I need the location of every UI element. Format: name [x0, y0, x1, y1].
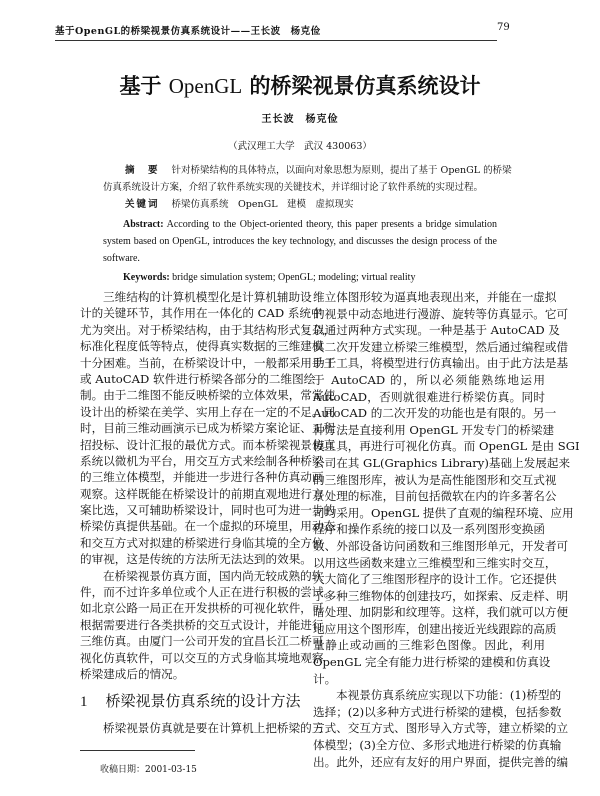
body-column-left [80, 289, 336, 682]
body-line: 量静止或动画的三维彩色图像。因此，利用 [313, 638, 545, 653]
body-line: 制。由于二维图不能反映桥梁的立体效果，常常使 [80, 388, 336, 403]
abstract-en [103, 216, 497, 286]
body-line: 件，而不过许多单位或个人正在进行积极的尝试。 [80, 585, 336, 600]
body-line: 维立体图形较为逼真地表现出来，并能在一虚拟 [313, 290, 557, 304]
title-part: 的桥梁视景仿真系统设计 [242, 73, 481, 98]
body-line: 景处理的标准，目前包括微软在内的许多著名公 [313, 489, 557, 504]
body-line: 的视景中动态地进行漫游、旋转等仿真显示。它可 [313, 306, 569, 321]
body-line: 标准化程度低等特点，使得真实数据的三维建模 [80, 339, 324, 354]
section-title: 桥梁视景仿真系统的设计方法 [105, 692, 301, 710]
body-line: 助于工具，将模型进行仿真输出。由于此方法是基 [313, 356, 569, 371]
body-line: 的三维图形库，被认为是高性能图形和交互式视 [313, 472, 557, 487]
affiliation: （武汉理工大学 武汉 430063） [228, 141, 372, 152]
title-part: OpenGL [168, 74, 243, 98]
body-line: 在桥梁视景仿真方面，国内尚无较成熟的软 [103, 568, 324, 583]
body-line: 数、外部设备访问函数和三维图形单元，开发者可 [313, 538, 569, 553]
body-line: 暗处理、加阴影和纹理等。这样，我们就可以方便 [313, 605, 569, 620]
section-paragraph [80, 720, 324, 736]
section-heading [80, 690, 301, 711]
abstract-text: According to the Object-oriented theory, this paper presents a bridge simulation [166, 219, 497, 230]
body-line: 桥梁仿真提供基础。在一个虚拟的环境里，用动态 [80, 519, 336, 534]
body-line: 三维结构的计算机模型化是计算机辅助设 [103, 290, 312, 304]
abstract-text: 针对桥梁结构的具体特点，以面向对象思想为原则，提出了基于 OpenGL 的桥梁 [171, 165, 512, 176]
body-line: 桥梁建成后的情况。 [80, 666, 185, 681]
running-head: 基于OpenGL的桥梁视景仿真系统设计——王长波 杨克俭 [55, 26, 321, 37]
authors: 王长波 杨克俭 [261, 114, 339, 125]
body-line: 十分困难。当前，在桥梁设计中，一般都采用手工 [80, 355, 336, 370]
body-line: 模工具，再进行可视化仿真。而 OpenGL 是由 SGI [313, 439, 580, 454]
keywords-cn [103, 196, 497, 213]
keywords-label: 关键词 [125, 199, 160, 210]
body-line: 和交互方式对拟建的桥梁进行身临其境的全方位 [80, 535, 324, 550]
keywords-label: Keywords: [123, 272, 170, 283]
body-line: 计。 [313, 671, 337, 686]
body-line: 根据需要进行各类拱桥的交互式设计，并能进行 [80, 617, 324, 632]
abstract-line: 仿真系统设计方案，介绍了软件系统实现的关键技术，并详细讨论了软件系统的实现过程。 [103, 182, 484, 193]
body-line: 于 AutoCAD 的，所以必须能熟练地运用 [313, 372, 545, 387]
body-line: 的审视，这是传统的方法所无法达到的效果。 [80, 552, 312, 567]
body-line: 出。此外，还应有友好的用户界面，提供完善的编 [313, 754, 569, 769]
body-line: 程序和操作系统的接口以及一系列图形变换函 [313, 522, 545, 537]
body-line: 了多种三维物体的创建技巧，如探索、反走样、明 [313, 588, 569, 603]
abstract-cn [103, 162, 512, 213]
abstract-label: 摘 要 [125, 165, 160, 176]
abstract-line: software. [103, 253, 140, 264]
body-line: 观察。这样既能在桥梁设计的前期直观地进行方 [80, 486, 324, 501]
body-line: 的三维立体模型，并能进一步进行各种仿真动画 [80, 470, 324, 485]
body-line: 招投标、设计汇报的最优方式。而本桥梁视景仿真 [80, 437, 336, 452]
title-part: 基于 [119, 73, 169, 98]
body-line: 时，目前三维动画演示已成为桥梁方案论证、工程 [80, 421, 336, 436]
body-line: 以用这些函数来建立三维模型和三维实时交互， [313, 555, 557, 570]
body-line: 视化仿真软件，可以交互的方式身临其境地观察 [80, 650, 324, 665]
body-line: 其二次开发建立桥梁三维模型，然后通过编程或借 [313, 339, 569, 354]
body-line: 种方法是直接利用 OpenGL 开发专门的桥梁建 [313, 422, 555, 437]
body-line: 选择；(2)以多种方式进行桥梁的建模，包括参数 [313, 704, 562, 719]
paper-title [0, 70, 600, 100]
header-rule [55, 40, 497, 41]
keywords-text: 桥梁仿真系统 OpenGL 建模 虚拟现实 [171, 199, 354, 210]
body-line: 公司在其 GL(Graphics Library)基础上发展起来 [313, 455, 571, 470]
keywords-en [103, 269, 497, 286]
body-line: 三维仿真。由厦门一公司开发的宜昌长江二桥可 [80, 634, 324, 649]
body-line: 桥梁视景仿真就是要在计算机上把桥梁的三 [103, 721, 324, 735]
body-line: 司均采用。OpenGL 提供了直观的编程环境、应用 [313, 505, 574, 520]
body-line: OpenGL 完全有能力进行桥梁的建模和仿真设 [313, 655, 551, 670]
abstract-line [103, 162, 512, 179]
footnote-rule [80, 750, 195, 751]
abstract-label: Abstract: [123, 219, 164, 230]
body-line: 方式、交互方式、图形导入方式等，建立桥梁的立 [313, 721, 569, 736]
body-line: 设计出的桥梁在美学、实用上存在一定的不足。同 [80, 404, 336, 419]
body-line: 本视景仿真系统应实现以下功能：(1)桥型的 [336, 688, 562, 703]
body-line: 以通过两种方式实现。一种是基于 AutoCAD 及 [313, 323, 560, 338]
footnote-received-date: 收稿日期：2001-03-15 [100, 765, 197, 775]
body-column-right [313, 289, 580, 770]
page-number: 79 [497, 22, 510, 33]
body-line: 计的关键环节，其作用在一体化的 CAD 系统中 [80, 306, 323, 321]
body-line: 体模型；(3)全方位、多形式地进行桥梁的仿真输 [313, 738, 562, 753]
body-line: 如北京公路一局正在开发拱桥的可视化软件，可 [80, 601, 324, 616]
section-number: 1 [80, 694, 88, 710]
keywords-text: bridge simulation system; OpenGL; modeling; virtual reality [172, 272, 416, 283]
body-line: AutoCAD 的二次开发的功能也是有限的。另一 [313, 406, 557, 421]
body-line: 大大简化了三维图形程序的设计工作。它还提供 [313, 572, 557, 587]
body-line: 系统以微机为平台，用交互方式来绘制各种桥梁 [80, 453, 324, 468]
body-line: 或 AutoCAD 软件进行桥梁各部分的二维图绘 [80, 371, 316, 386]
body-line: 尤为突出。对于桥梁结构，由于其结构形式复杂， [80, 322, 336, 337]
body-line: AutoCAD，否则就很难进行桥梁仿真。同时 [313, 389, 545, 404]
abstract-line [103, 216, 497, 233]
body-line: 案比选，又可辅助桥梁设计，同时也可为进一步的 [80, 503, 336, 518]
body-line: 地应用这个图形库，创建出接近光线跟踪的高质 [313, 621, 557, 636]
abstract-line: system based on OpenGL, introduces the key technology, and discusses the design process of the [103, 236, 497, 247]
